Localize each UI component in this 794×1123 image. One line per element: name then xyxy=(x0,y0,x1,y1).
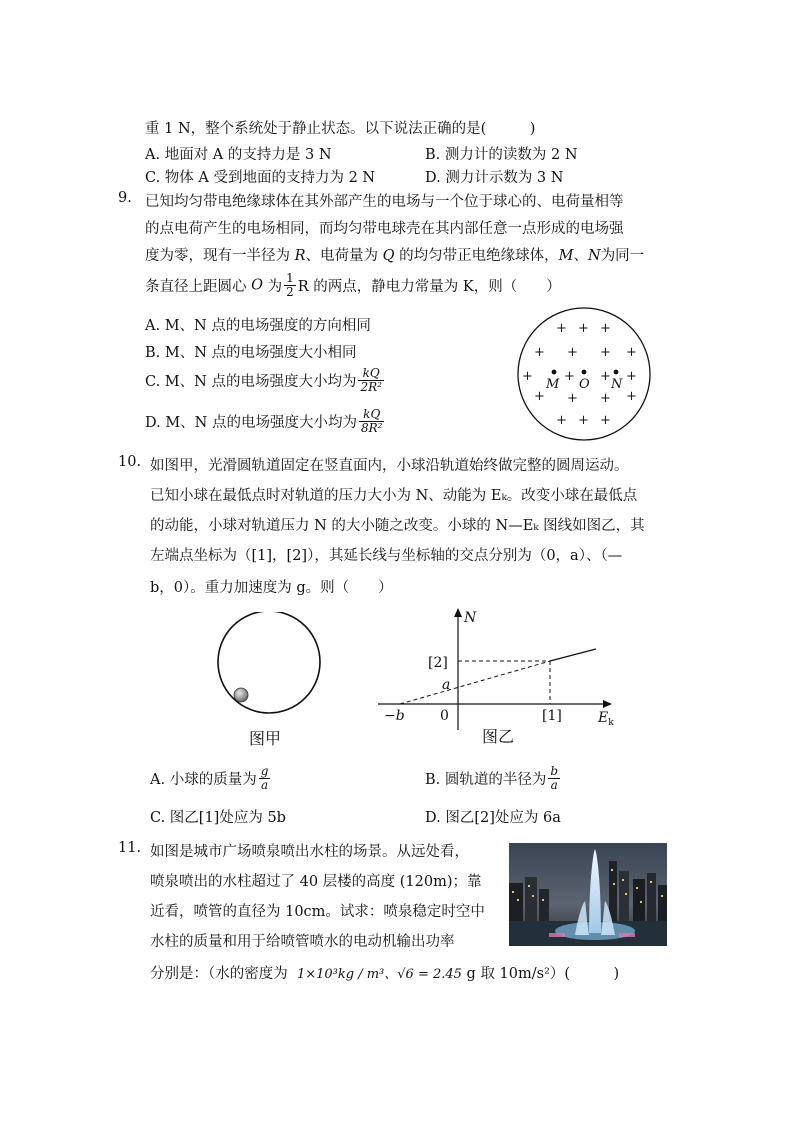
circular-track-figure xyxy=(212,612,327,757)
plus-sign: + xyxy=(522,369,533,384)
point-m-dot xyxy=(552,370,557,375)
figure-jia-caption: 图甲 xyxy=(249,729,282,748)
q9-option-a: A. M、N 点的电场强度的方向相同 xyxy=(145,318,371,334)
q10-line-5: b，0）。重力加速度为 g。则（ ） xyxy=(150,580,393,596)
label-origin: 0 xyxy=(440,708,449,724)
q9-line-2: 的点电荷产生的电场相同，而均匀带电球壳在其内部任意一点形成的电场强 xyxy=(145,221,624,237)
plus-sign: + xyxy=(578,321,589,336)
point-o-dot xyxy=(582,370,587,375)
charged-sphere-figure xyxy=(516,306,652,442)
q10-option-a: A. 小球的质量为 $\frac{g}{a}$ xyxy=(150,764,269,792)
q8-option-b: B. 测力计的读数为 2 N xyxy=(425,147,578,163)
point-n-dot xyxy=(614,370,619,375)
q10-option-b: B. 圆轨道的半径为 $\frac{b}{a}$ xyxy=(425,764,559,792)
q11-line-5: 分别是：（水的密度为 1×10³kg / m³、√6 = 2.45 g 取 10m/s²）( ) xyxy=(150,966,620,982)
y-axis-label: N xyxy=(464,610,477,626)
extension-line xyxy=(400,661,550,704)
q11-line-4: 水柱的质量和用于给喷管喷水的电动机输出功率 xyxy=(150,934,455,950)
plus-sign: + xyxy=(600,413,611,428)
plus-sign: + xyxy=(626,389,637,404)
q9-number: 9. xyxy=(118,190,132,206)
q9-option-d: D. M、N 点的电场强度大小均为 $\frac{kQ}{\text{8R²}}$ xyxy=(145,407,383,435)
q10-option-c: C. 图乙[1]处应为 5b xyxy=(150,810,286,826)
plus-sign: + xyxy=(600,391,611,406)
label-bracket-1: [1] xyxy=(542,708,562,724)
q10-option-d: D. 图乙[2]处应为 6a xyxy=(425,810,561,826)
q8-stem-tail: 重 1 N，整个系统处于静止状态。以下说法正确的是( ) xyxy=(145,121,536,137)
q11-line-1: 如图是城市广场喷泉喷出水柱的场景。从远处看， xyxy=(150,844,469,860)
plus-sign: + xyxy=(578,413,589,428)
label-a: a xyxy=(442,677,451,693)
q10-line-3: 的动能，小球对轨道压力 N 的大小随之改变。小球的 N—Eₖ 图线如图乙，其 xyxy=(150,518,645,534)
label-bracket-2: [2] xyxy=(428,655,448,671)
n-ek-graph xyxy=(372,602,622,752)
plus-sign: + xyxy=(626,345,637,360)
circular-track xyxy=(218,612,320,713)
q10-number: 10. xyxy=(118,454,142,470)
q8-option-a: A. 地面对 A 的支持力是 3 N xyxy=(145,147,332,163)
x-axis-arrow xyxy=(603,700,612,708)
ball xyxy=(234,688,248,702)
plus-sign: + xyxy=(600,321,611,336)
plus-sign: + xyxy=(567,345,578,360)
q9-line-3: 度为零，现有一半径为 R、电荷量为 Q 的均匀带正电绝缘球体，M、N为同一 xyxy=(145,248,645,264)
plus-sign: + xyxy=(567,391,578,406)
plus-sign: + xyxy=(564,369,575,384)
plus-sign: + xyxy=(600,345,611,360)
q8-option-c: C. 物体 A 受到地面的支持力为 2 N xyxy=(145,170,376,186)
fraction-one-half: $\frac{1}{2}$ xyxy=(286,271,294,299)
q11-line-3: 近看，喷管的直径为 10cm。试求：喷泉稳定时空中 xyxy=(150,904,485,920)
n-ek-line xyxy=(550,649,596,661)
q9-line-4: 条直径上距圆心 O 为 $\frac{1}{2}$ R 的两点，静电力常量为 K，则（ ） xyxy=(145,271,561,299)
q9-line-1: 已知均匀带电绝缘球体在其外部产生的电场与一个位于球心的、电荷量相等 xyxy=(145,194,624,210)
q11-number: 11. xyxy=(118,840,142,856)
plus-sign: + xyxy=(556,413,567,428)
x-axis-label: $E_k$ xyxy=(598,710,614,728)
fountain-photo xyxy=(509,843,667,946)
plus-sign: + xyxy=(556,321,567,336)
y-axis-arrow xyxy=(454,608,462,617)
figure-yi-caption: 图乙 xyxy=(482,727,515,746)
q10-line-2: 已知小球在最低点时对轨道的压力大小为 N、动能为 Eₖ。改变小球在最低点 xyxy=(150,488,638,504)
plus-sign: + xyxy=(626,369,637,384)
plus-sign: + xyxy=(600,369,611,384)
q8-option-d: D. 测力计示数为 3 N xyxy=(425,170,564,186)
plus-sign: + xyxy=(534,345,545,360)
label-n: N xyxy=(611,377,623,392)
q11-line-2: 喷泉喷出的水柱超过了 40 层楼的高度 (120m)；靠 xyxy=(150,874,482,890)
q10-line-1: 如图甲，光滑圆轨道固定在竖直面内，小球沿轨道始终做完整的圆周运动。 xyxy=(150,458,629,474)
fountain-night-scene xyxy=(509,843,667,946)
q9-option-b: B. M、N 点的电场强度大小相同 xyxy=(145,345,357,361)
q9-option-c: C. M、N 点的电场强度大小均为 $\frac{kQ}{\text{2R²}}$ xyxy=(145,366,382,394)
label-m: M xyxy=(546,377,560,392)
q10-line-4: 左端点坐标为（[1]，[2]），其延长线与坐标轴的交点分别为（0，a）、（— xyxy=(150,548,623,564)
plus-sign: + xyxy=(534,389,545,404)
label-neg-b: −b xyxy=(384,708,405,724)
label-o: O xyxy=(579,377,590,392)
